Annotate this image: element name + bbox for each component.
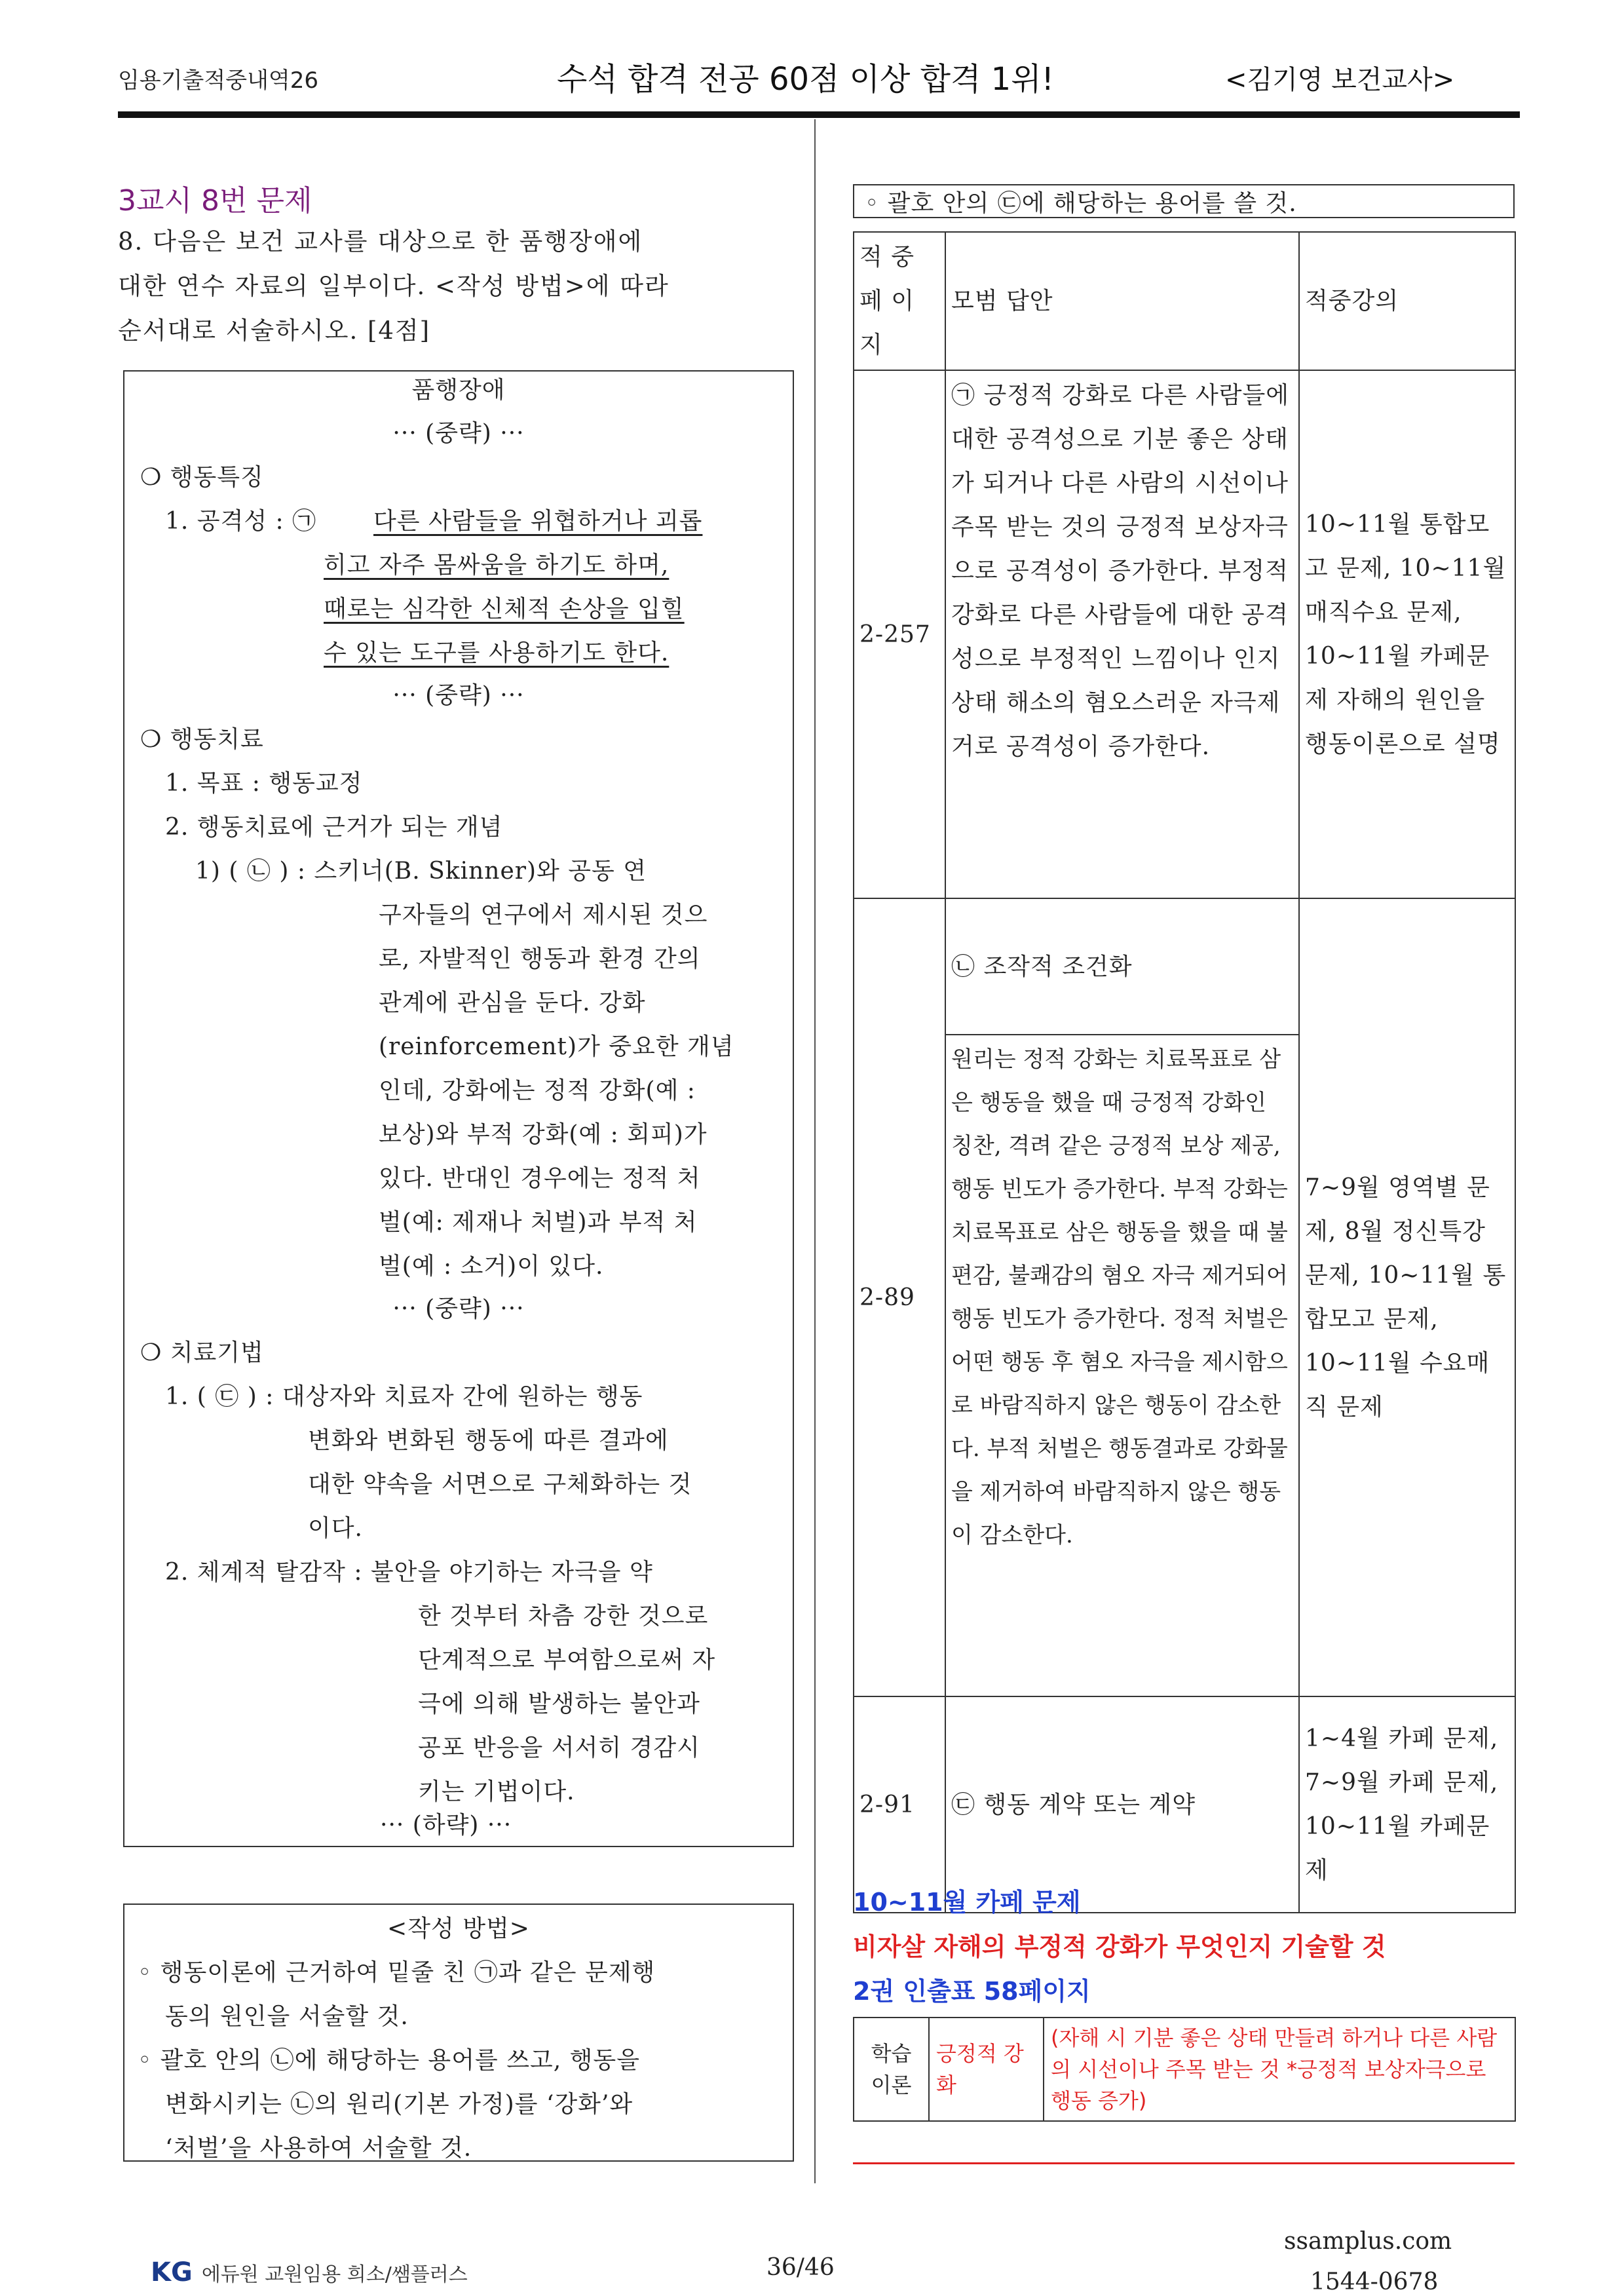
question-line: 순서대로 서술하시오. [4점] [118, 316, 431, 345]
concept-sub-label: 1) ( ㉡ ) : 스키너(B. Skinner)와 공동 연 [195, 858, 647, 885]
header-center-title: 수석 합격 전공 60점 이상 합격 1위! [557, 61, 1054, 98]
page-number: 36/46 [766, 2254, 835, 2281]
theory-description: (자해 시 기분 좋은 상태 만들려 하거나 다른 사람의 시선이나 주목 받는 것 *긍정적 보상자극으로 행동 증가) [1044, 2018, 1515, 2121]
technique-1-label: 1. ( ㉢ ) : 대상자와 치료자 간에 원하는 행동 [165, 1383, 643, 1410]
site-url: ssamplus.com [1284, 2228, 1452, 2255]
table-header-row [854, 232, 1515, 370]
method-item: ‘처벌’을 사용하여 서술할 것. [165, 2135, 472, 2162]
concept-line: 있다. 반대인 경우에는 정적 처 [379, 1165, 701, 1192]
ellipsis: ··· (중략) ··· [392, 682, 525, 709]
technique-1-line: 이다. [308, 1515, 363, 1542]
technique-2-line: 한 것부터 차츰 강한 것으로 [418, 1603, 709, 1630]
concept-line: 인데, 강화에는 정적 강화(예 : [379, 1077, 696, 1104]
theory-label: 학습 이론 [854, 2018, 929, 2121]
cafe-title: 10~11월 카페 문제 [853, 1888, 1081, 1917]
header-rule [118, 111, 1520, 118]
heading-techniques: ❍ 치료기법 [140, 1339, 264, 1366]
technique-2-label: 2. 체계적 탈감작 : 불안을 야기하는 자극을 약 [165, 1559, 653, 1586]
concept-line: 로, 자발적인 행동과 환경 간의 [379, 946, 701, 972]
cafe-question: 비자살 자해의 부정적 강화가 무엇인지 기술할 것 [853, 1932, 1386, 1961]
row-answer: ㉡ 조작적 조건화 [945, 898, 1299, 1035]
method-item: ◦ 괄호 안의 ㉡에 해당하는 용어를 쓰고, 행동을 [138, 2047, 640, 2074]
theory-table [853, 2017, 1516, 2122]
underlined-text: 때로는 심각한 신체적 손상을 입힐 [324, 596, 685, 622]
row-lecture: 10~11월 통합모고 문제, 10~11월 매직수요 문제, 10~11월 카페문제 자해의 원인을 행동이론으로 설명 [1299, 370, 1515, 898]
row-answer: ㉢ 행동 계약 또는 계약 [945, 1696, 1299, 1913]
goal-text: 1. 목표 : 행동교정 [165, 770, 363, 797]
ellipsis: ··· (중략) ··· [392, 420, 525, 447]
technique-2-line: 공포 반응을 서서히 경감시 [418, 1734, 700, 1761]
ellipsis: ··· (중략) ··· [392, 1295, 525, 1322]
method-item: ◦ 행동이론에 근거하여 밑줄 친 ㉠과 같은 문제행 [138, 1959, 656, 1986]
method-item: 동의 원인을 서술할 것. [165, 2003, 409, 2030]
row-lecture: 7~9월 영역별 문제, 8월 정신특강 문제, 10~11월 통합모고 문제, 10~11월 수요매직 문제 [1299, 898, 1515, 1696]
row-answer: ㉠ 긍정적 강화로 다른 사람들에 대한 공격성으로 기분 좋은 상태가 되거나 다른 사람의 시선이나 주목 받는 것의 긍정적 보상자극으로 공격성이 증가한다. 부정적 강화로 다른 사람들에 대한 공격성으로 부정적인 느낌이나 인지상태 해소의 혐오스러운 자극제거로 공격성이 증가한다. [945, 370, 1299, 898]
concept-line: 구자들의 연구에서 제시된 것으 [379, 902, 708, 928]
concept-line: 보상)와 부적 강화(예 : 회피)가 [379, 1121, 708, 1148]
heading-behavior-traits: ❍ 행동특징 [140, 464, 264, 491]
row-page: 2-91 [854, 1696, 945, 1913]
header-left-title: 임용기출적중내역26 [118, 67, 319, 94]
heading-behavior-therapy: ❍ 행동치료 [140, 726, 264, 753]
table-row [854, 898, 1515, 1035]
table-row [854, 1696, 1515, 1913]
answer-table [853, 231, 1516, 1913]
writing-method-box [123, 1904, 794, 2162]
cafe-reference: 2권 인출표 58페이지 [853, 1977, 1091, 2006]
logo-text: 에듀원 교원임용 희소/쌤플러스 [201, 2263, 468, 2286]
red-rule [853, 2162, 1515, 2164]
technique-2-line: 극에 의해 발생하는 불안과 [418, 1691, 700, 1717]
method-title: <작성 방법> [387, 1915, 530, 1942]
row-answer: 원리는 정적 강화는 치료목표로 삼은 행동을 했을 때 긍정적 강화인 칭찬, 격려 같은 긍정적 보상 제공, 행동 빈도가 증가한다. 부적 강화는 치료목표로 삼은 행동을 했을 때 불편감, 불쾌감의 혐오 자극 제거되어 행동 빈도가 증가한다. 정적 처벌은 어떤 행동 후 혐오 자극을 제시함으로 바람직하지 않은 행동이 감소한다. 부적 처벌은 행동결과로 강화물을 제거하여 바람직하지 않은 행동이 감소한다. [945, 1035, 1299, 1696]
concept-line: (reinforcement)가 중요한 개념 [379, 1033, 734, 1060]
table-row [854, 370, 1515, 898]
column-divider [814, 119, 816, 2183]
kg-logo-text: KG [151, 2257, 193, 2287]
row-lecture: 1~4월 카페 문제, 7~9월 카페 문제, 10~11월 카페문제 [1299, 1696, 1515, 1913]
header-right-title: <김기영 보건교사> [1225, 65, 1455, 95]
concept-text: 2. 행동치료에 근거가 되는 개념 [165, 814, 503, 841]
concept-line: 벌(예 : 소거)이 있다. [379, 1253, 604, 1280]
question-line: 대한 연수 자료의 일부이다. <작성 방법>에 따라 [118, 272, 670, 300]
concept-line: 관계에 관심을 둔다. 강화 [379, 989, 646, 1016]
publisher-logo [151, 2257, 468, 2287]
scenario-title: 품행장애 [411, 377, 506, 404]
header-lecture: 적중강의 [1299, 232, 1515, 370]
underlined-text: 수 있는 도구를 사용하기도 한다. [324, 640, 670, 666]
technique-2-line: 키는 기법이다. [418, 1778, 575, 1805]
ellipsis: ··· (하략) ··· [380, 1812, 512, 1839]
technique-2-line: 단계적으로 부여함으로써 자 [418, 1647, 716, 1674]
instruction-box: ◦ 괄호 안의 ㉢에 해당하는 용어를 쓸 것. [853, 184, 1515, 218]
question-line: 8. 다음은 보건 교사를 대상으로 한 품행장애에 [118, 227, 643, 256]
scenario-box [123, 370, 794, 1847]
aggression-label: 1. 공격성 : ㉠ [165, 508, 317, 535]
theory-term: 긍정적 강화 [929, 2018, 1044, 2121]
question-text [118, 220, 780, 353]
phone-number: 1544-0678 [1310, 2268, 1439, 2295]
row-page: 2-257 [854, 370, 945, 898]
underlined-text: 다른 사람들을 위협하거나 괴롭 [373, 508, 703, 535]
technique-1-line: 대한 약속을 서면으로 구체화하는 것 [308, 1471, 692, 1498]
header-page: 적 중 페 이 지 [854, 232, 945, 370]
header-answer: 모범 답안 [945, 232, 1299, 370]
technique-1-line: 변화와 변화된 행동에 따른 결과에 [308, 1427, 669, 1454]
section-title: 3교시 8번 문제 [118, 184, 312, 218]
method-item: 변화시키는 ㉡의 원리(기본 가정)를 ‘강화’와 [165, 2091, 633, 2118]
concept-line: 벌(예: 제재나 처벌)과 부적 처 [379, 1209, 698, 1236]
underlined-text: 히고 자주 몸싸움을 하기도 하며, [324, 552, 670, 579]
row-page: 2-89 [854, 898, 945, 1696]
